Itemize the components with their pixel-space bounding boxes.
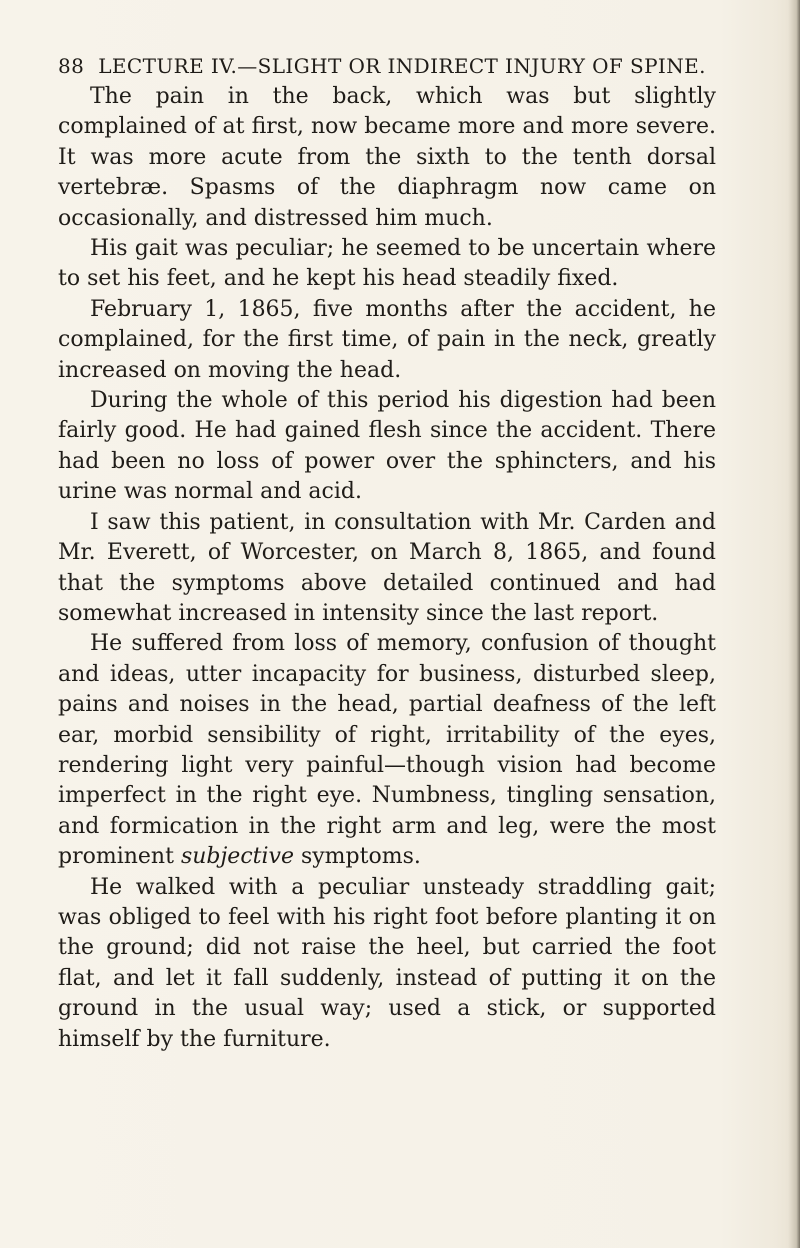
page-number: 88 xyxy=(58,54,85,78)
page-edge-shadow xyxy=(788,0,800,1248)
body-text xyxy=(58,82,716,1055)
running-title: LECTURE IV.—SLIGHT OR INDIRECT INJURY OF SPINE. xyxy=(98,54,706,78)
paragraph-symptoms xyxy=(58,629,716,872)
paragraph-walking: He walked with a peculiar unsteady straddling gait; was obliged to feel with his right foot before planting it on the ground; did not raise the heel, but carried the foot flat, and let it fall suddenly, instead of putting it on the ground in the usual way; used a stick, or supported himself by the furniture. xyxy=(58,874,716,1052)
symptoms-text-after: symptoms. xyxy=(293,844,421,870)
paragraph-digestion: During the whole of this period his digestion had been fairly good. He had gained flesh since the accident. There had been no loss of power over the sphincters, and his urine was normal and acid. xyxy=(58,388,716,505)
symptoms-text-before: He suffered from loss of memory, confusion of thought and ideas, utter incapacity for business, disturbed sleep, pains and noises in the head, partial deafness of the left ear, morbid sensibility of right, irritability of the eyes, rendering light very painful—though vision had become imperfect in the right eye. Numbness, tingling sensation, and formication in the right arm and leg, were the most prominent xyxy=(58,631,716,870)
running-head xyxy=(58,54,758,78)
subjective-emphasis: subjective xyxy=(180,844,294,870)
paragraph-february: February 1, 1865, five months after the accident, he complained, for the first time, of pain in the neck, greatly increased on moving the head. xyxy=(58,296,716,383)
paragraph-gait: His gait was peculiar; he seemed to be uncertain where to set his feet, and he kept his head steadily fixed. xyxy=(58,236,716,292)
paragraph-consultation: I saw this patient, in consultation with Mr. Carden and Mr. Everett, of Worcester, on March 8, 1865, and found that the symptoms above detailed continued and had somewhat increased in intensity since the last report. xyxy=(58,509,716,626)
paragraph-back-pain: The pain in the back, which was but slightly complained of at first, now became more and more severe. It was more acute from the sixth to the tenth dorsal vertebræ. Spasms of the diaphragm now came on occasionally, and distressed him much. xyxy=(58,84,716,231)
